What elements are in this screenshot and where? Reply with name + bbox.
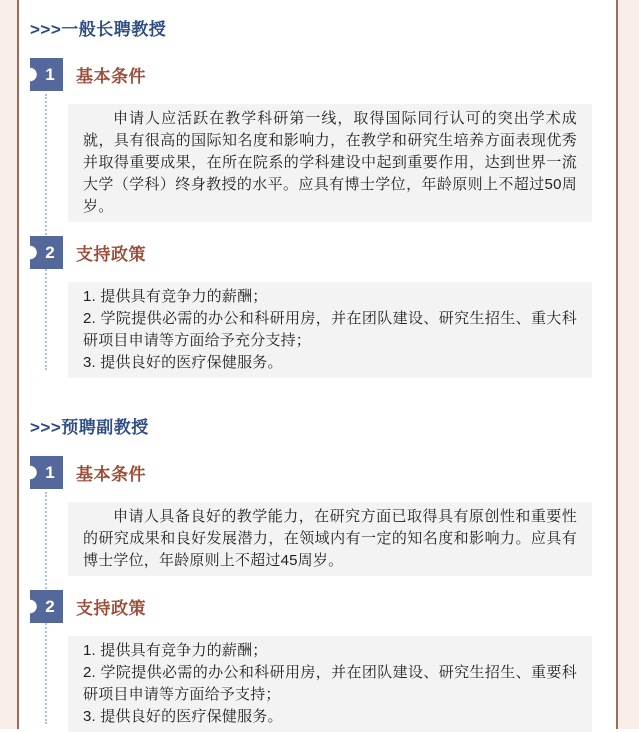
number-badge (30, 236, 63, 269)
policy-line: 3. 提供良好的医疗保健服务。 (83, 708, 283, 725)
policy-line: 2. 学院提供必需的办公和科研用房，并在团队建设、研究生招生、重要科研项目申请等方面给予支持； (83, 664, 577, 703)
content-panel (68, 282, 592, 378)
block-heading: 基本条件 (76, 465, 146, 484)
block-header (30, 590, 616, 623)
section-blocks (30, 58, 616, 378)
block-support-policy (30, 590, 616, 732)
right-margin-band (616, 0, 639, 729)
dotted-timeline (45, 94, 47, 370)
block-heading: 支持政策 (76, 599, 146, 618)
section-title: >>>一般长聘教授 (30, 20, 167, 39)
number-badge (30, 456, 63, 489)
policy-line: 2. 学院提供必需的办公和科研用房，并在团队建设、研究生招生、重大科研项目申请等方面给予充分支持； (83, 310, 577, 349)
section-pretenure-associate-professor (30, 416, 616, 732)
section-tenured-professor (30, 18, 616, 378)
block-support-policy (30, 236, 616, 378)
content-panel (68, 104, 592, 222)
block-header (30, 58, 616, 91)
section-blocks (30, 456, 616, 732)
badge-number: 1 (45, 463, 55, 482)
badge-number: 1 (45, 65, 55, 84)
block-heading: 支持政策 (76, 245, 146, 264)
content-panel (68, 636, 592, 732)
paragraph: 申请人应活跃在教学科研第一线，取得国际同行认可的突出学术成就，具有很高的国际知名度和影响力，在教学和研究生培养方面表现优秀并取得重要成果，在所在院系的学科建设中起到重要作用，达到世界一流大学（学科）终身教授的水平。应具有博士学位，年龄原则上不超过50周岁。 (83, 110, 577, 215)
left-margin-band (0, 0, 19, 729)
policy-line: 1. 提供具有竞争力的薪酬； (83, 288, 268, 305)
content-panel (68, 502, 592, 576)
badge-number: 2 (45, 243, 55, 262)
policy-line: 3. 提供良好的医疗保健服务。 (83, 354, 283, 371)
block-header (30, 236, 616, 269)
badge-number: 2 (45, 597, 55, 616)
block-heading: 基本条件 (76, 67, 146, 86)
block-basic-conditions (30, 456, 616, 576)
number-badge (30, 58, 63, 91)
number-badge (30, 590, 63, 623)
article-body (19, 0, 616, 729)
block-basic-conditions (30, 58, 616, 222)
paragraph: 申请人具备良好的教学能力，在研究方面已取得具有原创性和重要性的研究成果和良好发展潜力，在领域内有一定的知名度和影响力。应具有博士学位，年龄原则上不超过45周岁。 (83, 508, 577, 569)
policy-line: 1. 提供具有竞争力的薪酬； (83, 642, 268, 659)
block-header (30, 456, 616, 489)
section-title: >>>预聘副教授 (30, 418, 149, 437)
